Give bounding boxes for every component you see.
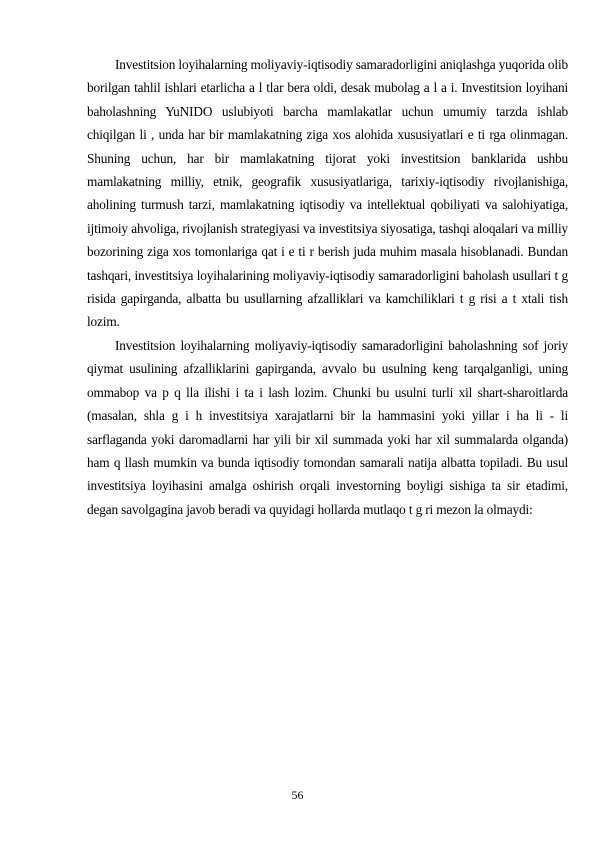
paragraph-2: Investitsion loyihalarning moliyaviy-iqtisodiy samaradorligini baholashning sof joriy qiymat usulining afzalliklarini gapirganda, avvalo bu usulning keng tarqalganligi, uning ommabop va p q lla ilishi i ta i lash lozim. Chunki bu usulni turli xil shart-sharoitlarda (masalan, shla g i h investitsiya xarajatlarni bir la hammasini yoki yillar i ha li - li sarflaganda yoki daromadlarni har yili bir xil summada yoki har xil summalarda olganda) ham q llash mumkin va bunda iqtisodiy tomondan samarali natija albatta topiladi. Bu usul investitsiya loyihasini amalga oshirish orqali investorning boyligi sishiga ta sir etadimi, degan savolgagina javob beradi va quyidagi hollarda mutlaqo t g ri mezon la olmaydi: [87,337,568,517]
document-page [87,53,568,521]
page-number: 56 [291,788,304,802]
paragraph-1: Investitsion loyihalarning moliyaviy-iqtisodiy samaradorligini aniqlashga yuqorida olib borilgan tahlil ishlari etarlicha a l tlar bera oldi, desak mubolag a l a i. Investitsion loyihani baholashning YuNIDO uslubiyoti barcha mamlakatlar uchun umumiy tarzda ishlab chiqilgan li , unda har bir mamlakatning ziga xos alohida xususiyatlari e ti rga olinmagan. Shuning uchun, har bir mamlakatning tijorat yoki investitsion banklarida ushbu mamlakatning milliy, etnik, geografik xususiyatlariga, tarixiy-iqtisodiy rivojlanishiga, aholining turmush tarzi, mamlakatning iqtisodiy va intellektual qobiliyati va salohiyatiga, ijtimoiy ahvoliga, rivojlanish strategiyasi va investitsiya siyosatiga, tashqi aloqalari va milliy bozorining ziga xos tomonlariga qat i e ti r berish juda muhim masala hisoblanadi. Bundan tashqari, investitsiya loyihalarining moliyaviy-iqtisodiy samaradorligini baholash usullari t g risida gapirganda, albatta bu usullarning afzalliklari va kamchiliklari t g risi a t xtali tish lozim. [87,57,569,330]
